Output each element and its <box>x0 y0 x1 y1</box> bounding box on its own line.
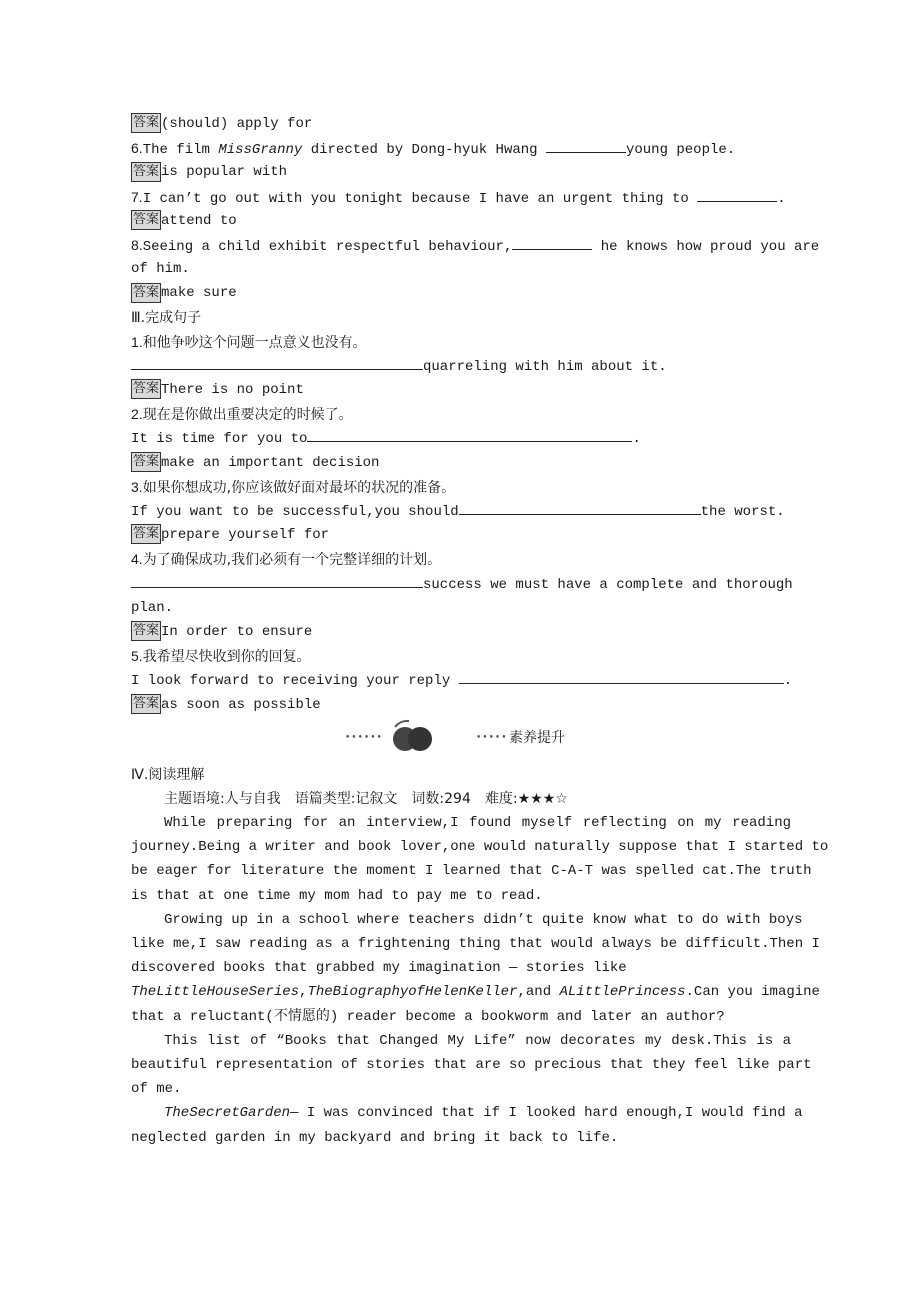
en-sentence-5: I look forward to receiving your reply . <box>131 668 791 692</box>
section-heading: Ⅲ.完成句子 <box>131 309 202 326</box>
passage-line: be eager for literature the moment I learned that C-A-T was spelled cat.The truth <box>131 863 812 880</box>
answer-line: 答案 In order to ensure <box>133 623 313 640</box>
fill-blank[interactable] <box>307 426 632 442</box>
book-title: TheSecretGarden <box>164 1105 291 1122</box>
book-title: ALittlePrincess <box>559 984 686 1001</box>
passage-line: While preparing for an interview,I found myself reflecting on my reading <box>164 815 791 832</box>
passage-line: like me,I saw reading as a frightening thing that would always be difficult.Then I <box>131 936 820 952</box>
fill-blank[interactable] <box>131 354 423 370</box>
passage-line: discovered books that grabbed my imagination — stories like <box>131 960 627 977</box>
cn-prompt-2: 2.现在是你做出重要决定的时候了。 <box>131 406 353 424</box>
en-sentence-3: If you want to be successful,you should the worst. <box>131 499 791 523</box>
answer-label: 答案 <box>131 113 161 133</box>
answer-line: 答案 prepare yourself for <box>133 526 330 544</box>
passage-line: beautiful representation of stories that are so precious that they feel like part <box>131 1056 812 1073</box>
passage-meta: 主题语境:人与自我 语篇类型:记叙文 词数:294 难度:★★★☆ <box>164 790 568 807</box>
banner-dots-right: ••••• <box>476 732 508 743</box>
en-sentence-4: success we must have a complete and thorough <box>131 572 791 596</box>
passage-line: journey.Being a writer and book lover,one would naturally suppose that I started to <box>131 839 829 856</box>
en-sentence-1: quarreling with him about it. <box>131 354 791 378</box>
answer-line: 答案 make an important decision <box>133 453 380 471</box>
fill-blank[interactable] <box>131 572 423 588</box>
question-7: 7.I can’t go out with you tonight because I have an urgent thing to . <box>131 185 791 209</box>
banner-dots-left: •••••• <box>345 732 383 743</box>
answer-line: 答案 is popular with <box>133 163 288 181</box>
passage-line: is that at one time my mom had to pay me to read. <box>131 887 543 904</box>
passage-line: of me. <box>131 1081 182 1098</box>
en-sentence-4-cont: plan. <box>131 599 174 616</box>
answer-line: 答案 as soon as possible <box>133 695 321 713</box>
passage-line: that a reluctant(不情愿的) reader become a bookworm and later an author? <box>131 1008 725 1025</box>
cn-prompt-4: 4.为了确保成功,我们必须有一个完整详细的计划。 <box>131 551 442 569</box>
cn-prompt-1: 1.和他争吵这个问题一点意义也没有。 <box>131 333 367 351</box>
fill-blank[interactable] <box>459 668 784 684</box>
fill-blank[interactable] <box>512 234 592 250</box>
question-8-cont: of him. <box>131 261 190 278</box>
fill-blank[interactable] <box>459 499 701 515</box>
en-sentence-2: It is time for you to . <box>131 426 791 450</box>
book-title: TheLittleHouseSeries <box>131 984 300 1001</box>
passage-line: TheSecretGarden— I was convinced that if I looked hard enough,I would find a <box>164 1105 803 1122</box>
answer-line: 答案 make sure <box>133 284 237 302</box>
question-6: 6.The film MissGranny directed by Dong-hyuk Hwang young people. <box>131 136 791 160</box>
section-banner <box>131 717 791 763</box>
passage-line: neglected garden in my backyard and bring it back to life. <box>131 1129 619 1146</box>
section-heading: Ⅳ.阅读理解 <box>131 766 205 783</box>
question-8: 8.Seeing a child exhibit respectful behaviour, he knows how proud you are <box>131 233 791 257</box>
passage-line-titles: TheLittleHouseSeries,TheBiographyofHelenKeller,and ALittlePrincess.Can you imagine <box>131 984 820 1001</box>
answer-line: 答案 There is no point <box>133 381 304 399</box>
worksheet-page <box>131 112 829 1150</box>
answer-line: 答案 attend to <box>133 212 237 229</box>
passage-line: Growing up in a school where teachers didn’t quite know what to do with boys <box>164 911 803 928</box>
answer-line: 答案 (should) apply for <box>133 115 313 132</box>
fill-blank[interactable] <box>546 137 626 153</box>
film-title: MissGranny <box>218 142 303 159</box>
passage-line: This list of “Books that Changed My Life” now decorates my desk.This is a <box>164 1032 791 1049</box>
cn-prompt-5: 5.我希望尽快收到你的回复。 <box>131 648 311 666</box>
banner-title: 素养提升 <box>509 729 565 746</box>
cn-prompt-3: 3.如果你想成功,你应该做好面对最坏的状况的准备。 <box>131 478 456 496</box>
book-title: TheBiographyofHelenKeller <box>307 984 518 1001</box>
section-logo-icon <box>389 719 435 755</box>
fill-blank[interactable] <box>697 186 777 202</box>
